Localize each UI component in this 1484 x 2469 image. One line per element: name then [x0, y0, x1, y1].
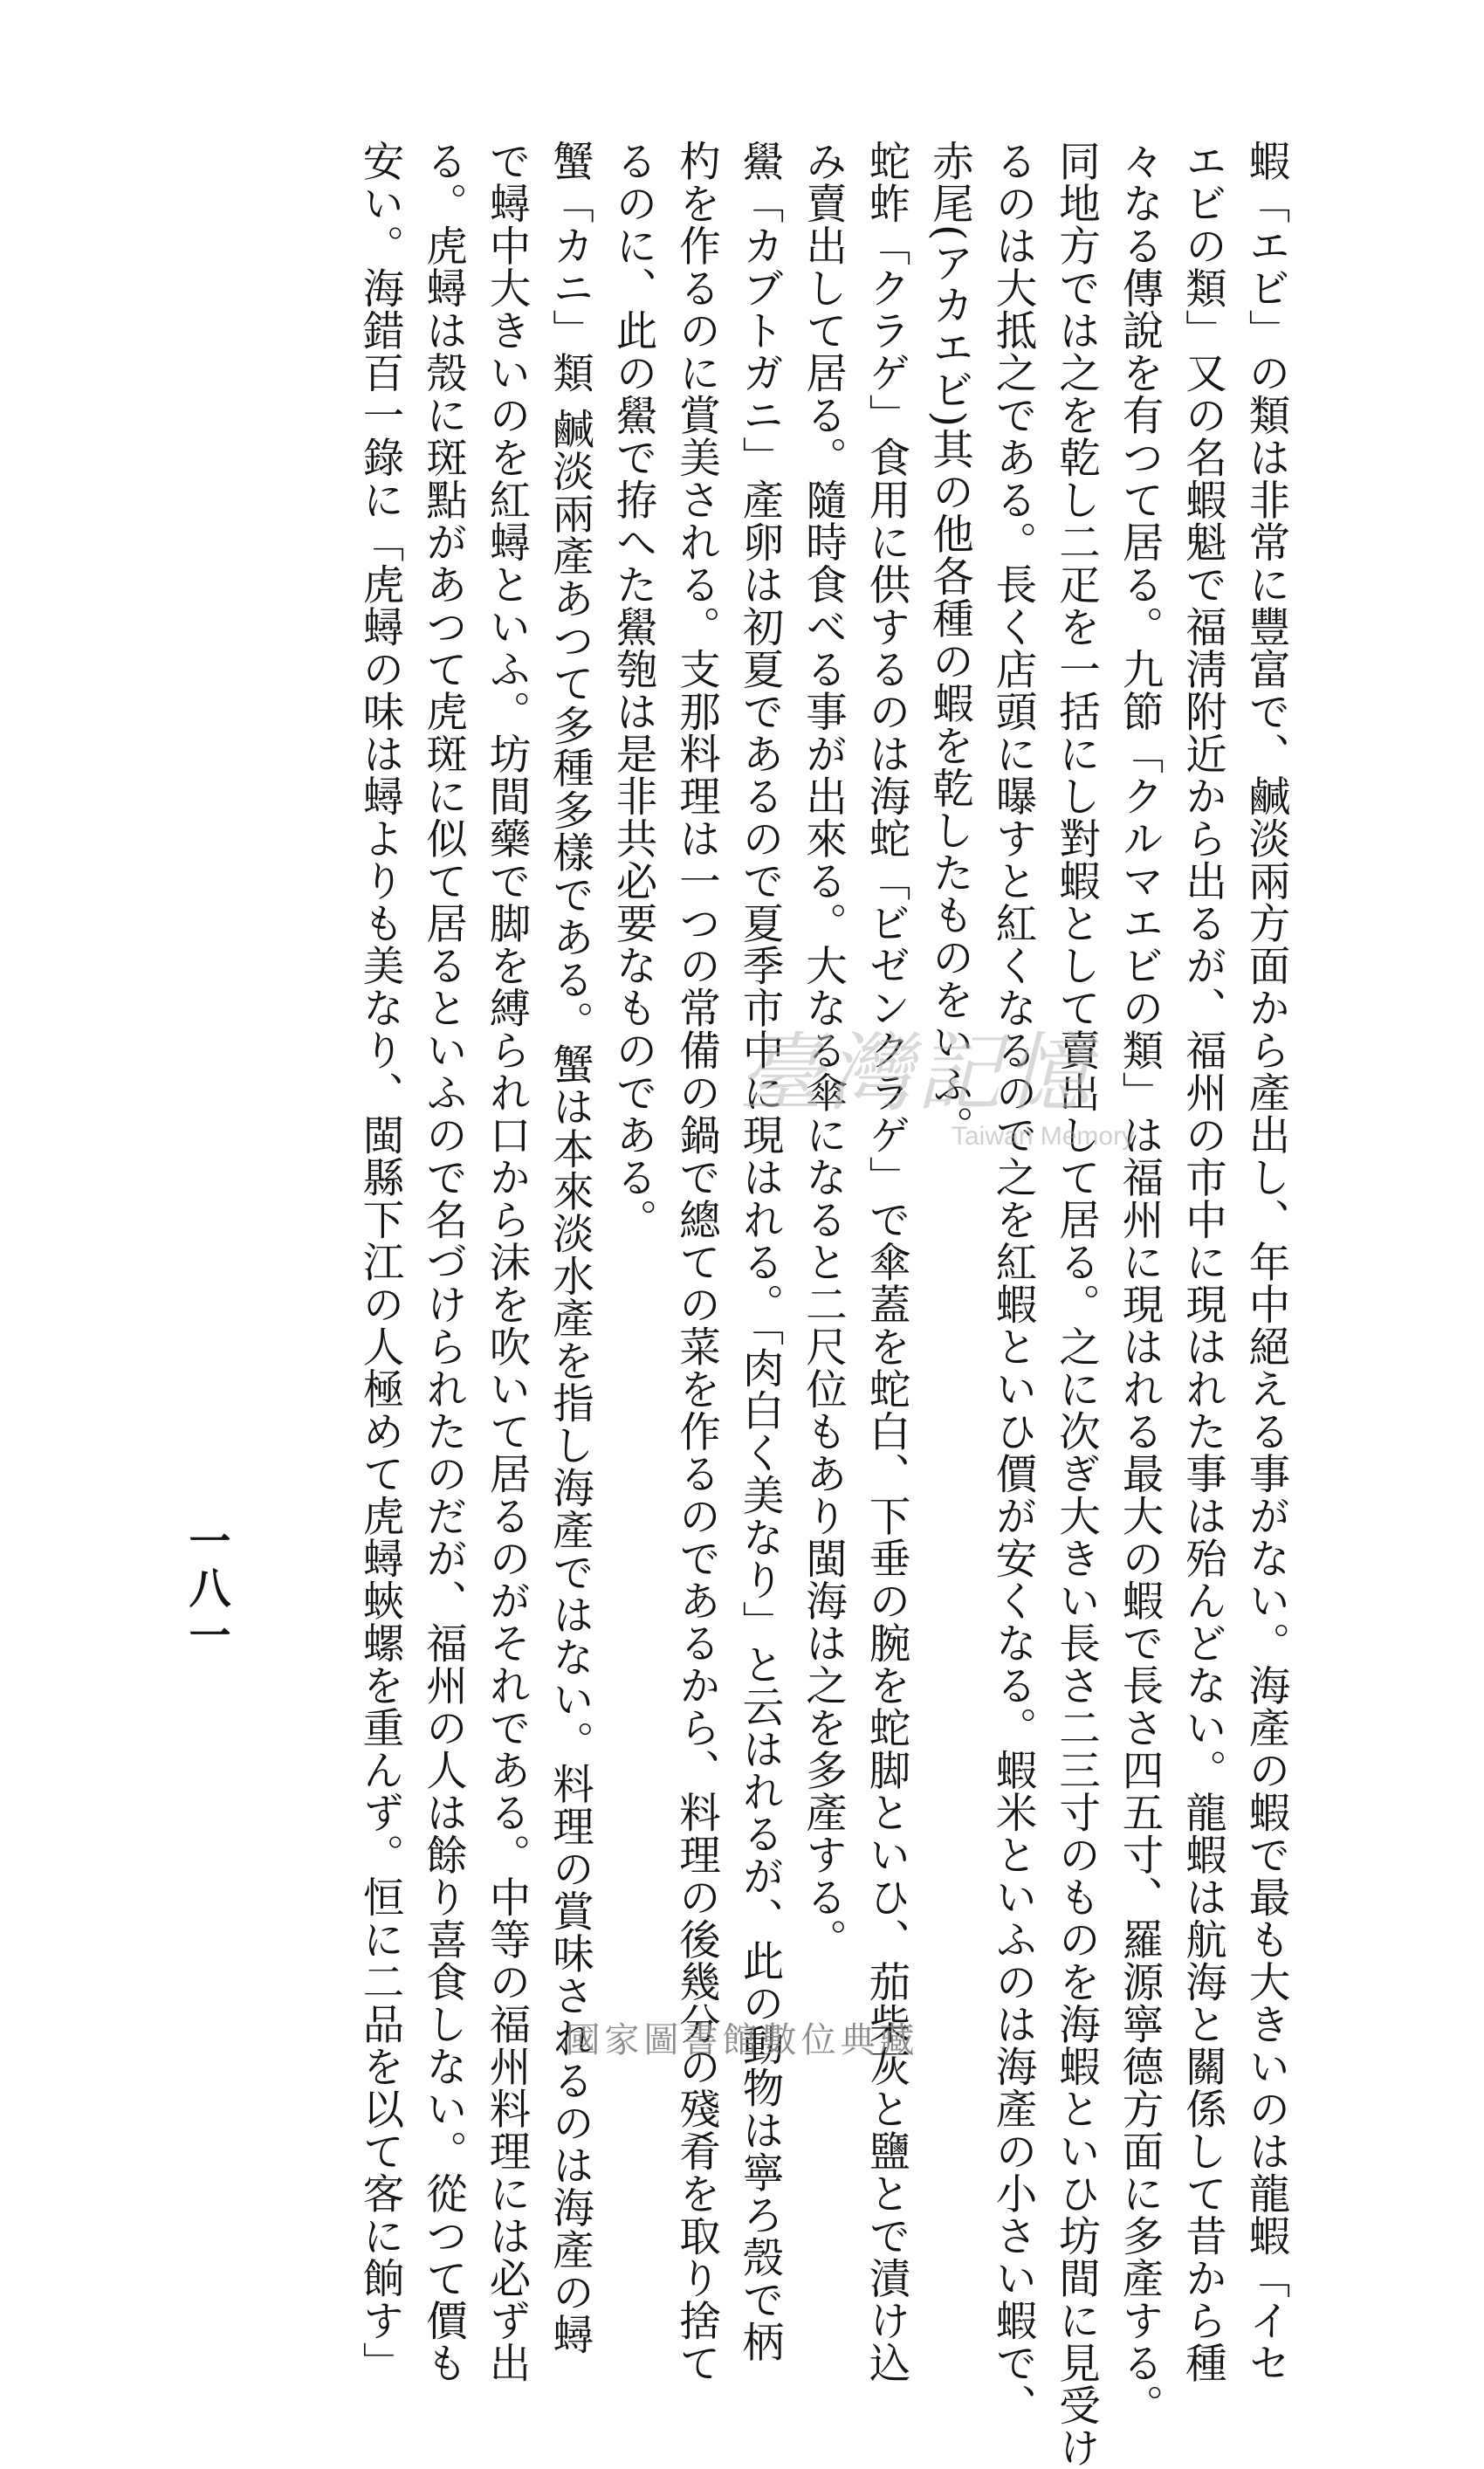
text-line: るのに、此の鱟で拵へた鱟匏は是非共必要なものである。 — [608, 140, 656, 1241]
text-line: るのは大抵之である。長く店頭に曝すと紅くなるので之を紅蝦といひ價が安くなる。蝦米といふのは海產の小さい蝦で、 — [988, 140, 1036, 2426]
watermark-subtitle: Taiwan Memory — [952, 1122, 1136, 1151]
footer-caption: 國家圖書館數位典藏 — [565, 2020, 919, 2060]
text-line: で蟳中大きいのを紅蟳といふ。坊間藥で脚を縛られ口から沫を吹いて居るのがそれである。中等の福州料理には必ず出 — [482, 140, 530, 2384]
text-line: エビの類」又の名蝦魁で福淸附近から出るが、福州の市中に現はれた事は殆んどない。龍蝦は航海と關係して昔から種 — [1178, 140, 1226, 2384]
text-line: 同地方では之を乾し二疋を一括にし對蝦として賣出して居る。之に次ぎ大きい長さ二三寸のものを海蝦といひ坊間に見受け — [1051, 140, 1100, 2469]
text-line: 杓を作るのに賞美される。支那料理は一つの常備の鍋で總ての菜を作るのであるから、料理の後幾分の殘肴を取り捨て — [671, 140, 720, 2384]
text-line: 鱟「カブトガニ」產卵は初夏であるので夏季市中に現はれる。「肉白く美なり」と云はれるが、此の動物は寧ろ殼で柄 — [735, 140, 783, 2363]
text-line: 蟹「カニ」類 鹹淡兩產あつて多種多樣である。蟹は本來淡水產を指し海產ではない。料理の賞味されるのは海產の蟳 — [545, 140, 594, 2356]
text-line: み賣出して居る。隨時食べる事が出來る。大なる傘になると二尺位もあり閩海は之を多產する。 — [798, 140, 847, 1961]
text-line: る。虎蟳は殼に斑點があつて虎斑に似て居るといふので名づけられたのだが、福州の人は餘り喜食しない。從つて價も — [418, 140, 467, 2384]
page-number: 一八一 — [182, 1519, 230, 1661]
text-line: 赤尾(アカエビ)其の他各種の蝦を乾したものをいふ。 — [924, 140, 973, 1148]
watermark-title: 臺灣記憶 — [738, 1024, 1095, 1124]
text-line: 安い。海錯百一錄に「虎蟳の味は蟳よりも美なり、閩縣下江の人極めて虎蟳蛺螺を重んず。恒に二品を以て客に餉す」 — [355, 140, 403, 2384]
text-line: 蝦「エビ」の類は非常に豐富で、鹹淡兩方面から產出し、年中絕える事がない。海產の蝦で最も大きいのは龍蝦「イセ — [1241, 140, 1289, 2384]
text-line: 々なる傳說を有つて居る。九節「クルマエビの類」は福州に現はれる最大の蝦で長さ四五寸、羅源寧德方面に多產する。 — [1115, 140, 1163, 2426]
text-line: 蛇蚱「クラゲ」食用に供するのは海蛇「ビゼンクラゲ」で傘蓋を蛇白、下垂の腕を蛇脚といひ、茄柴灰と鹽とで漬け込 — [862, 140, 910, 2384]
